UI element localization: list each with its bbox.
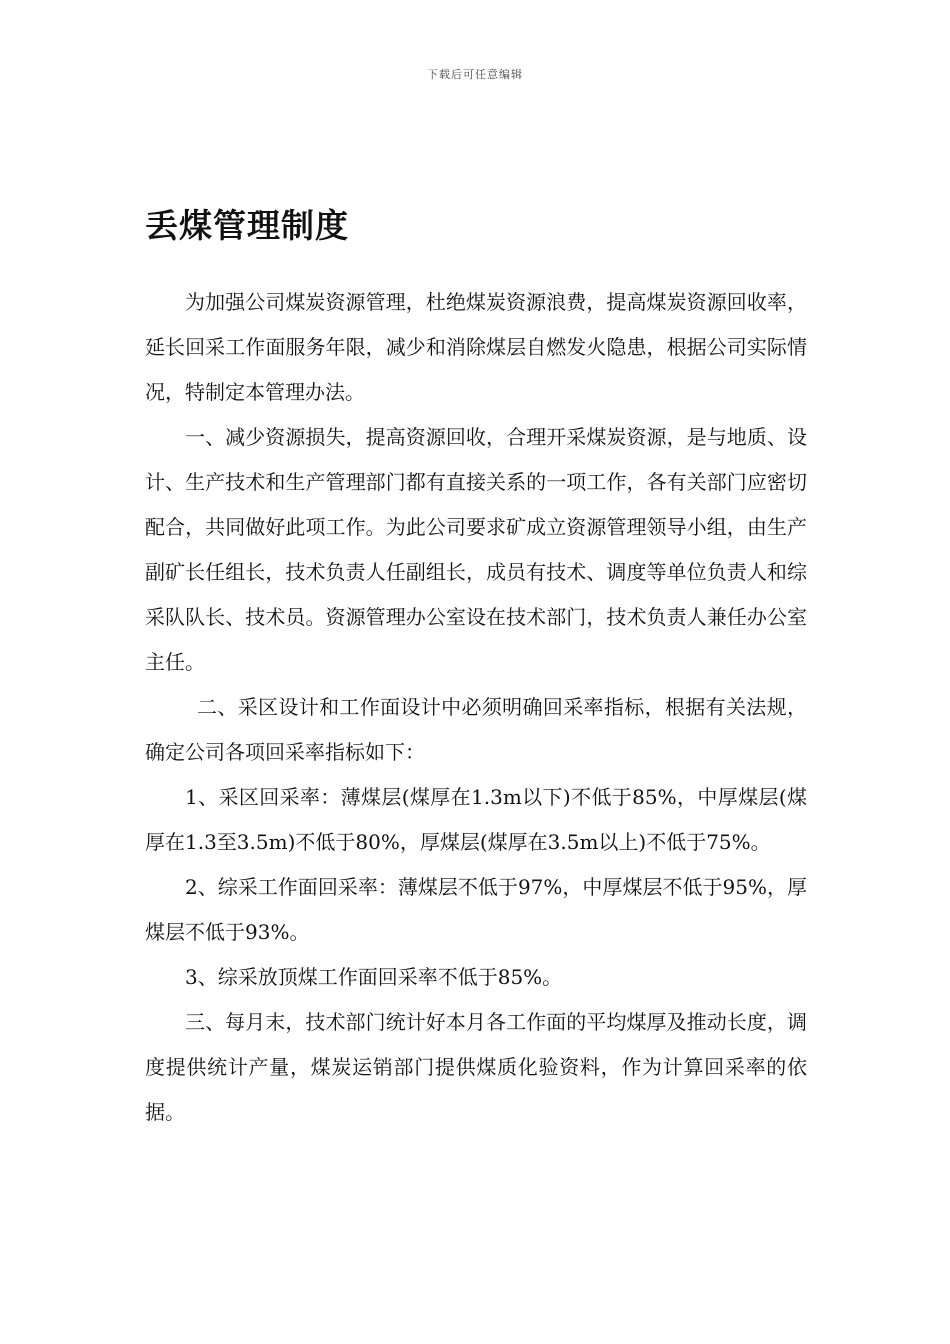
paragraph-item-3: 3、综采放顶煤工作面回采率不低于85%。 <box>185 965 563 989</box>
page-header-note: 下载后可任意编辑 <box>427 68 523 81</box>
paragraph-section-2: 二、采区设计和工作面设计中必须明确回采率指标，根据有关法规，确定公司各项回采率指标如下： <box>145 695 807 764</box>
paragraph-section-3: 三、每月末，技术部门统计好本月各工作面的平均煤厚及推动长度，调度提供统计产量，煤炭运销部门提供煤质化验资料，作为计算回采率的依据。 <box>145 1010 807 1124</box>
paragraph-section-1: 一、减少资源损失，提高资源回收，合理开采煤炭资源，是与地质、设计、生产技术和生产管理部门都有直接关系的一项工作，各有关部门应密切配合，共同做好此项工作。为此公司要求矿成立资源管理领导小组，由生产副矿长任组长，技术负责人任副组长，成员有技术、调度等单位负责人和综采队队长、技术员。资源管理办公室设在技术部门，技术负责人兼任办公室主任。 <box>145 425 807 674</box>
paragraph-item-2: 2、综采工作面回采率：薄煤层不低于97%，中厚煤层不低于95%，厚煤层不低于93%。 <box>145 875 807 944</box>
document-title: 丢煤管理制度 <box>145 206 349 245</box>
paragraph-intro: 为加强公司煤炭资源管理，杜绝煤炭资源浪费，提高煤炭资源回收率，延长回采工作面服务年限，减少和消除煤层自燃发火隐患，根据公司实际情况，特制定本管理办法。 <box>145 290 807 404</box>
paragraph-item-1: 1、采区回采率：薄煤层(煤厚在1.3m以下)不低于85%，中厚煤层(煤厚在1.3至3.5m)不低于80%，厚煤层(煤厚在3.5m以上)不低于75%。 <box>145 785 807 854</box>
document-body <box>145 280 807 1135</box>
